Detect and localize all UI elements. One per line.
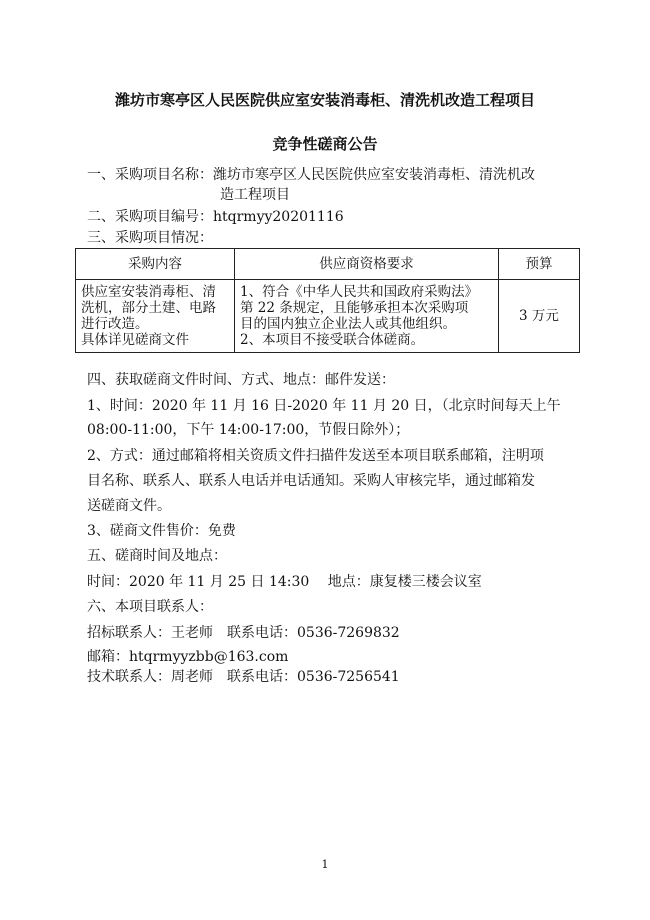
section-4-method-line1: 2、方式：通过邮箱将相关资质文件扫描件发送至本项目联系邮箱，注明项	[87, 448, 544, 464]
content-line: 洗机，部分土建、电路	[81, 300, 216, 316]
section-4-price: 3、磋商文件售价：免费	[87, 523, 236, 539]
content-line: 具体详见磋商文件	[81, 332, 189, 348]
content-line: 供应室安装消毒柜、清	[81, 284, 216, 300]
project-name-line1: 一、采购项目名称：潍坊市寒亭区人民医院供应室安装消毒柜、清洗机改	[87, 167, 535, 183]
tender-contact: 招标联系人：王老师 联系电话：0536-7269832	[87, 625, 400, 641]
section-4-method-line3: 送磋商文件。	[87, 498, 171, 514]
section-4-heading: 四、获取磋商文件时间、方式、地点：邮件发送：	[87, 372, 395, 388]
section-5-heading: 五、磋商时间及地点：	[87, 548, 227, 564]
qualification-line: 目的国内独立企业法人或其他组织。	[240, 316, 456, 332]
qualification-line: 2、本项目不接受联合体磋商。	[240, 332, 425, 348]
project-situation-heading: 三、采购项目情况：	[87, 230, 213, 246]
table-header-qualification: 供应商资格要求	[235, 249, 499, 280]
technical-contact: 技术联系人：周老师 联系电话：0536-7256541	[87, 669, 400, 685]
table-cell-budget: 3 万元	[499, 280, 580, 353]
project-number: 二、采购项目编号：htqrmyy20201116	[87, 209, 344, 225]
project-name-line2: 造工程项目	[220, 187, 290, 203]
qualification-line: 1、符合《中华人民共和国政府采购法》	[240, 284, 479, 300]
section-4-method-line2: 目名称、联系人、联系人电话并电话通知。采购人审核完毕，通过邮箱发	[87, 473, 535, 489]
procurement-table	[75, 248, 580, 353]
table-header-content: 采购内容	[76, 249, 235, 280]
content-line: 进行改造。	[81, 316, 149, 332]
section-4-time-line1: 1、时间：2020 年 11 月 16 日-2020 年 11 月 20 日，（北京时间每天上午	[87, 398, 561, 414]
document-title-line1: 潍坊市寒亭区人民医院供应室安装消毒柜、清洗机改造工程项目	[114, 91, 535, 109]
table-cell-content	[76, 280, 235, 353]
document-title-line2: 竞争性磋商公告	[272, 135, 378, 153]
table-cell-qualification	[235, 280, 499, 353]
section-4-time-line2: 08:00-11:00，下午 14:00-17:00，节假日除外）；	[87, 422, 410, 438]
table-header-row	[76, 249, 580, 280]
page-number: 1	[321, 858, 329, 871]
contact-email: 邮箱：htqrmyyzbb@163.com	[87, 649, 289, 665]
qualification-line: 第 22 条规定，且能够承担本次采购项	[240, 300, 469, 316]
section-6-heading: 六、本项目联系人：	[87, 599, 213, 615]
table-row	[76, 280, 580, 353]
table-header-budget: 预算	[499, 249, 580, 280]
section-5-time-location: 时间：2020 年 11 月 25 日 14:30 地点：康复楼三楼会议室	[87, 574, 482, 590]
